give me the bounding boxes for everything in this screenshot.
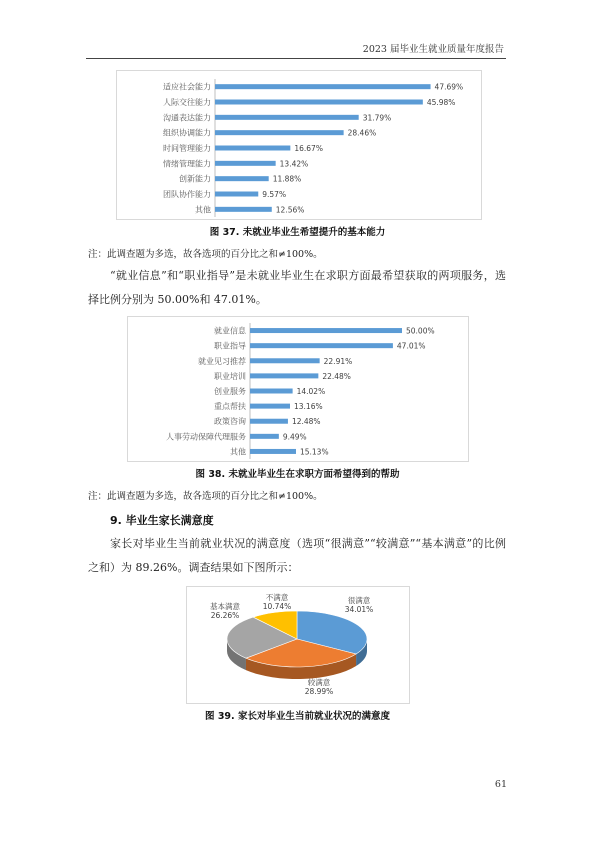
category-label: 职业培训	[214, 371, 246, 381]
bar	[250, 404, 290, 409]
bar	[215, 130, 344, 135]
category-label: 就业见习推荐	[198, 356, 246, 366]
bar	[215, 84, 431, 89]
data-label: 16.67%	[294, 144, 323, 153]
data-label: 15.13%	[299, 447, 329, 457]
bar	[215, 207, 272, 212]
pie-category-label: 基本满意	[210, 602, 240, 611]
pie-category-label: 较满意	[307, 678, 331, 687]
data-label: 14.02%	[296, 387, 326, 396]
bar	[215, 161, 276, 166]
bar	[250, 434, 279, 439]
figure-38-note: 注：此调查题为多选，故各选项的百分比之和≠100%。	[88, 491, 323, 502]
category-label: 适应社会能力	[163, 82, 211, 92]
data-label: 9.57%	[262, 190, 287, 199]
pie-value-label: 34.01%	[344, 605, 374, 614]
paragraph-2: 家长对毕业生当前就业状况的满意度（选项“很满意”“较满意”“基本满意”的比例之和）为 89.26%。调查结果如下图所示：	[88, 537, 506, 574]
figure-38-chart	[127, 316, 469, 462]
page-number: 61	[494, 779, 507, 790]
category-label: 情绪管理能力	[163, 159, 211, 169]
data-label: 13.42%	[279, 159, 309, 169]
category-label: 就业信息	[214, 326, 246, 336]
pie-value-label: 26.26%	[210, 611, 240, 620]
section-9-heading: 9. 毕业生家长满意度	[110, 514, 214, 527]
data-label: 45.98%	[426, 98, 456, 107]
figure-38-caption: 图 38. 未就业毕业生在求职方面希望得到的帮助	[195, 469, 400, 480]
bar	[215, 192, 258, 197]
bar	[250, 343, 393, 348]
bar	[250, 389, 293, 394]
bar	[215, 100, 423, 105]
data-label: 31.79%	[362, 113, 392, 123]
data-label: 47.69%	[434, 82, 464, 92]
figure-37-chart	[116, 70, 482, 220]
bar	[215, 115, 359, 120]
data-label: 13.16%	[294, 402, 323, 412]
data-label: 12.48%	[291, 417, 321, 427]
category-label: 重点帮扶	[214, 402, 246, 412]
pie-value-label: 28.99%	[304, 687, 334, 696]
bar	[250, 358, 320, 363]
pie-value-label: 10.74%	[262, 602, 292, 611]
figure-38-svg	[128, 317, 468, 461]
bar	[215, 176, 269, 181]
data-label: 12.56%	[275, 205, 305, 215]
bar	[215, 146, 290, 151]
figure-39-caption: 图 39. 家长对毕业生当前就业状况的满意度	[205, 711, 390, 722]
pie-category-label: 不满意	[265, 593, 289, 602]
category-label: 人际交往能力	[163, 98, 211, 107]
data-label: 28.46%	[347, 128, 377, 138]
data-label: 22.91%	[323, 356, 353, 366]
bar	[250, 373, 318, 378]
page-header	[86, 36, 506, 59]
category-label: 政策咨询	[214, 417, 246, 427]
category-label: 组织协调能力	[163, 128, 211, 138]
bar	[250, 419, 288, 424]
category-label: 沟通表达能力	[163, 113, 211, 123]
bar	[250, 328, 402, 333]
category-label: 其他	[230, 447, 246, 457]
report-title: 2023 届毕业生就业质量年度报告	[362, 44, 504, 55]
data-label: 50.00%	[406, 326, 435, 336]
category-label: 职业指导	[214, 341, 246, 351]
category-label: 时间管理能力	[163, 144, 211, 153]
figure-39-svg	[187, 587, 409, 703]
category-label: 创新能力	[179, 174, 211, 184]
data-label: 9.49%	[282, 432, 307, 442]
figure-39-chart	[186, 586, 410, 704]
figure-37-svg	[117, 71, 481, 219]
category-label: 团队协作能力	[163, 190, 211, 199]
figure-37-note: 注：此调查题为多选，故各选项的百分比之和≠100%。	[88, 249, 323, 260]
figure-37-caption: 图 37. 未就业毕业生希望提升的基本能力	[209, 227, 386, 238]
paragraph-1: “就业信息”和“职业指导”是未就业毕业生在求职方面最希望获取的两项服务，选择比例分别为 50.00%和 47.01%。	[88, 269, 506, 306]
category-label: 创业服务	[214, 387, 246, 396]
pie-category-label: 很满意	[347, 596, 371, 605]
data-label: 22.48%	[322, 371, 351, 381]
category-label: 其他	[195, 205, 211, 215]
bar	[250, 449, 296, 454]
data-label: 47.01%	[396, 341, 426, 351]
data-label: 11.88%	[272, 174, 302, 184]
category-label: 人事劳动保障代理服务	[166, 432, 246, 442]
